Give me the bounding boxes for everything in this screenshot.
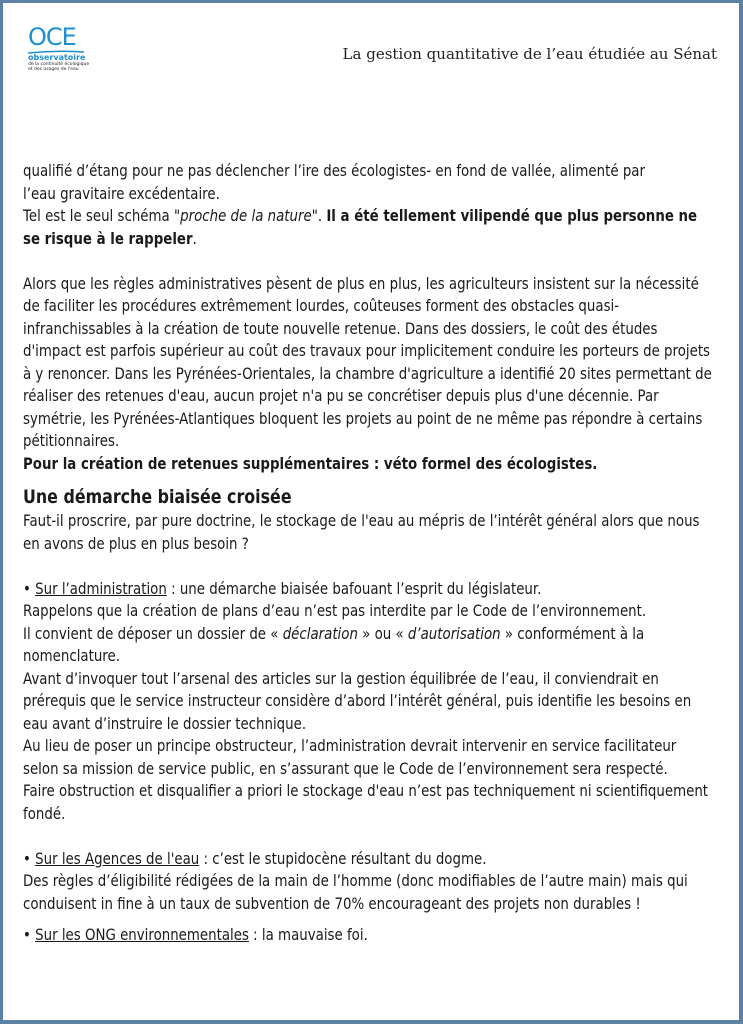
text-run: Au lieu de poser un principe obstructeur, l’administration devrait intervenir en service facilitateur selon sa mission de service public, en s’assurant que le Code de l’environnement sera respecté. (23, 736, 677, 778)
italic-term: d’autorisation (407, 623, 501, 643)
text-run: Il convient de déposer un dossier de « (23, 623, 283, 643)
bullet-agences (23, 848, 716, 916)
spacer (23, 915, 716, 924)
text-run: Tel est le seul schéma " (23, 206, 181, 225)
text-run: Faire obstruction et disqualifier a priori le stockage d'eau n’est pas techniquement ni scientifiquement fondé. (23, 781, 709, 823)
spacer (23, 555, 716, 578)
spacer (23, 825, 716, 848)
bullet-icon: • (23, 925, 31, 944)
text-run: » conformément à la nomenclature. (23, 623, 645, 665)
bullet-administration (23, 578, 716, 826)
text-run: : c’est le stupidocène résultant du dogme. (199, 848, 487, 868)
running-title: La gestion quantitative de l’eau étudiée au Sénat (342, 45, 717, 63)
italic-term: déclaration (282, 623, 358, 643)
bullet-ong (23, 924, 716, 947)
document-body (23, 160, 716, 947)
bullet-icon: • (23, 578, 31, 598)
text-run: : la mauvaise foi. (248, 925, 368, 944)
paragraph-regulations (23, 273, 716, 476)
text-run: » ou « (357, 623, 408, 643)
logo-subtitle-1: de la continuité écologique (28, 62, 90, 67)
text-run: : une démarche biaisée bafouant l’esprit du législateur. (166, 578, 542, 598)
administration-link[interactable]: Sur l’administration (35, 578, 167, 598)
italic-quote: proche de la nature (180, 206, 312, 225)
spacer (23, 475, 716, 484)
bullet-icon: • (23, 848, 31, 868)
logo-subtitle-2: et des usages de l'eau (28, 67, 79, 72)
section-heading: Une démarche biaisée croisée (23, 486, 292, 508)
text-line: qualifié d’étang pour ne pas déclencher l’ire des écologistes- en fond de vallée, alimenté par (23, 161, 645, 180)
paragraph-continuation (23, 160, 716, 250)
bold-statement: Pour la création de retenues supplémentaires : véto formel des écologistes. (23, 453, 598, 473)
agences-link[interactable]: Sur les Agences de l'eau (35, 848, 200, 868)
text-run: Rappelons que la création de plans d’eau n’est pas interdite par le Code de l’environnement. (23, 601, 647, 620)
text-line: l’eau gravitaire excédentaire. (23, 183, 220, 203)
text-run: Des règles d’éligibilité rédigées de la main de l’homme (donc modifiables de l’autre main) mais qui conduisent in fine à un taux de subvention de 70% encourageant des projets non durables ! (23, 871, 688, 913)
text-run: ". (311, 206, 327, 225)
section-intro: Faut-il proscrire, par pure doctrine, le stockage de l'eau au mépris de l’intérêt général alors que nous en avons de plus en plus besoin ? (23, 511, 700, 553)
text-run: Avant d’invoquer tout l’arsenal des articles sur la gestion équilibrée de l’eau, il conviendrait en prérequis que le service instructeur considère d’abord l’intérêt général, puis identifie les besoins en eau avant d’instruire le dossier technique. (23, 668, 692, 733)
bold-statement: Il a été tellement vilipendé que plus personne ne se risque à le rappeler (23, 206, 698, 248)
text-run: Alors que les règles administratives pèsent de plus en plus, les agriculteurs insistent sur la nécessité de faciliter les procédures extrêmement lourdes, coûteuses forment des obstacles quasi-infranchissables à la création de toute nouvelle retenue. Dans des dossiers, le coût des études d'impact est parfois supérieur au coût des travaux pour implicitement conduire les porteurs de projets à y renoncer. Dans les Pyrénées-Orientales, la chambre d'agriculture a identifié 20 sites permettant de réaliser des retenues d'eau, aucun projet n'a pu se concrétiser depuis plus d'une décennie. Par symétrie, les Pyrénées-Atlantiques bloquent les projets au point de ne même pas répondre à certains pétitionnaires. (23, 273, 712, 450)
logo-observatoire: observatoire (28, 53, 86, 62)
text-run: . (192, 228, 197, 248)
oce-logo (28, 25, 90, 77)
spacer (23, 250, 716, 273)
logo-wordmark: OCE (28, 23, 76, 51)
ong-link[interactable]: Sur les ONG environnementales (35, 925, 249, 944)
